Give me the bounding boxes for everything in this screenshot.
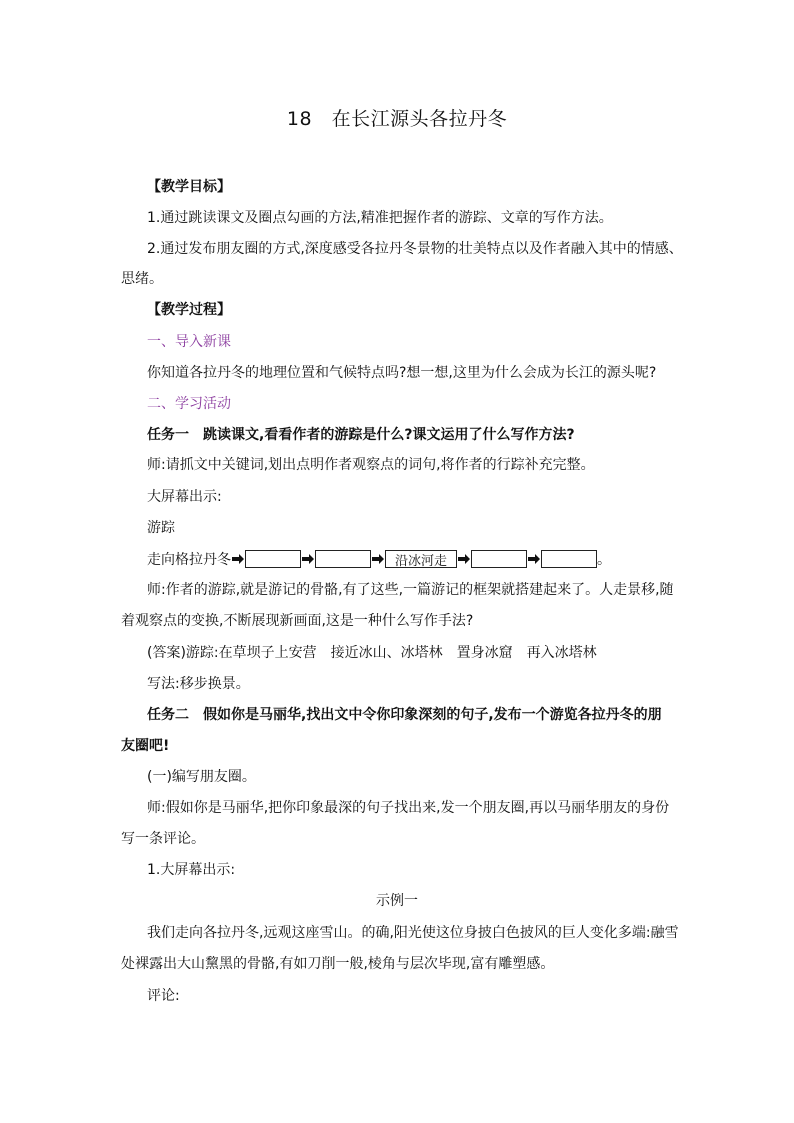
right-arrow-icon	[371, 550, 385, 568]
teacher-instruction-2-line-1: 师:作者的游踪,就是游记的骨骼,有了这些,一篇游记的框架就搭建起来了。人走景移,随	[147, 582, 674, 598]
teacher-instruction-1: 师:请抓文中关键词,划出点明作者观察点的词句,将作者的行踪补充完整。	[147, 457, 595, 473]
right-arrow-icon	[301, 550, 315, 568]
process-heading: 【教学过程】	[147, 302, 231, 318]
screen-show-label-2: 1.大屏幕出示:	[147, 862, 236, 878]
teacher-instruction-3-line-1: 师:假如你是马丽华,把你印象最深的句子找出来,发一个朋友圈,再以马丽华朋友的身份	[147, 800, 670, 816]
trail-blank-box	[315, 550, 371, 568]
trail-start: 走向格拉丹冬	[147, 552, 231, 568]
task-2-line-2: 友圈吧!	[121, 738, 170, 754]
trail-flow	[147, 548, 611, 570]
page-title: 18 在长江源头各拉丹冬	[286, 108, 508, 130]
section-heading-intro: 一、导入新课	[147, 334, 231, 350]
teacher-instruction-2-line-2: 着观察点的变换,不断展现新画面,这是一种什么写作手法?	[121, 613, 474, 629]
task-1: 任务一 跳读课文,看看作者的游踪是什么?课文运用了什么写作方法?	[147, 427, 575, 443]
example-line-2: 处裸露出大山黧黑的骨骼,有如刀削一般,棱角与层次毕现,富有雕塑感。	[121, 956, 555, 972]
example-heading: 示例一	[376, 893, 418, 909]
screen-show-label: 大屏幕出示:	[147, 489, 222, 505]
objective-2-line-2: 思绪。	[121, 271, 163, 287]
teacher-instruction-3-line-2: 写一条评论。	[121, 831, 205, 847]
right-arrow-icon	[527, 550, 541, 568]
trail-label: 游踪	[147, 520, 175, 536]
objective-heading: 【教学目标】	[147, 179, 231, 195]
task-2-line-1: 任务二 假如你是马丽华,找出文中令你印象深刻的句子,发布一个游览各拉丹冬的朋	[147, 707, 662, 723]
right-arrow-icon	[231, 550, 245, 568]
trail-blank-box	[541, 550, 597, 568]
objective-2-line-1: 2.通过发布朋友圈的方式,深度感受各拉丹冬景物的壮美特点以及作者融入其中的情感、	[147, 241, 683, 257]
trail-blank-box	[245, 550, 301, 568]
answer-trail: (答案)游踪:在草坝子上安营 接近冰山、冰塔林 置身冰窟 再入冰塔林	[147, 645, 597, 661]
answer-method: 写法:移步换景。	[147, 676, 250, 692]
right-arrow-icon	[457, 550, 471, 568]
sub-heading-moments: (一)编写朋友圈。	[147, 769, 256, 785]
trail-blank-box	[471, 550, 527, 568]
comment-label: 评论:	[147, 988, 180, 1004]
trail-end-mark: 。	[597, 552, 611, 568]
intro-question: 你知道各拉丹冬的地理位置和气候特点吗?想一想,这里为什么会成为长江的源头呢?	[147, 365, 657, 381]
objective-1: 1.通过跳读课文及圈点勾画的方法,精准把握作者的游踪、文章的写作方法。	[147, 210, 613, 226]
example-line-1: 我们走向各拉丹冬,远观这座雪山。的确,阳光使这位身披白色披风的巨人变化多端:融雪	[147, 925, 679, 941]
section-heading-activities: 二、学习活动	[147, 396, 231, 412]
trail-box-filled: 沿冰河走	[385, 550, 457, 568]
